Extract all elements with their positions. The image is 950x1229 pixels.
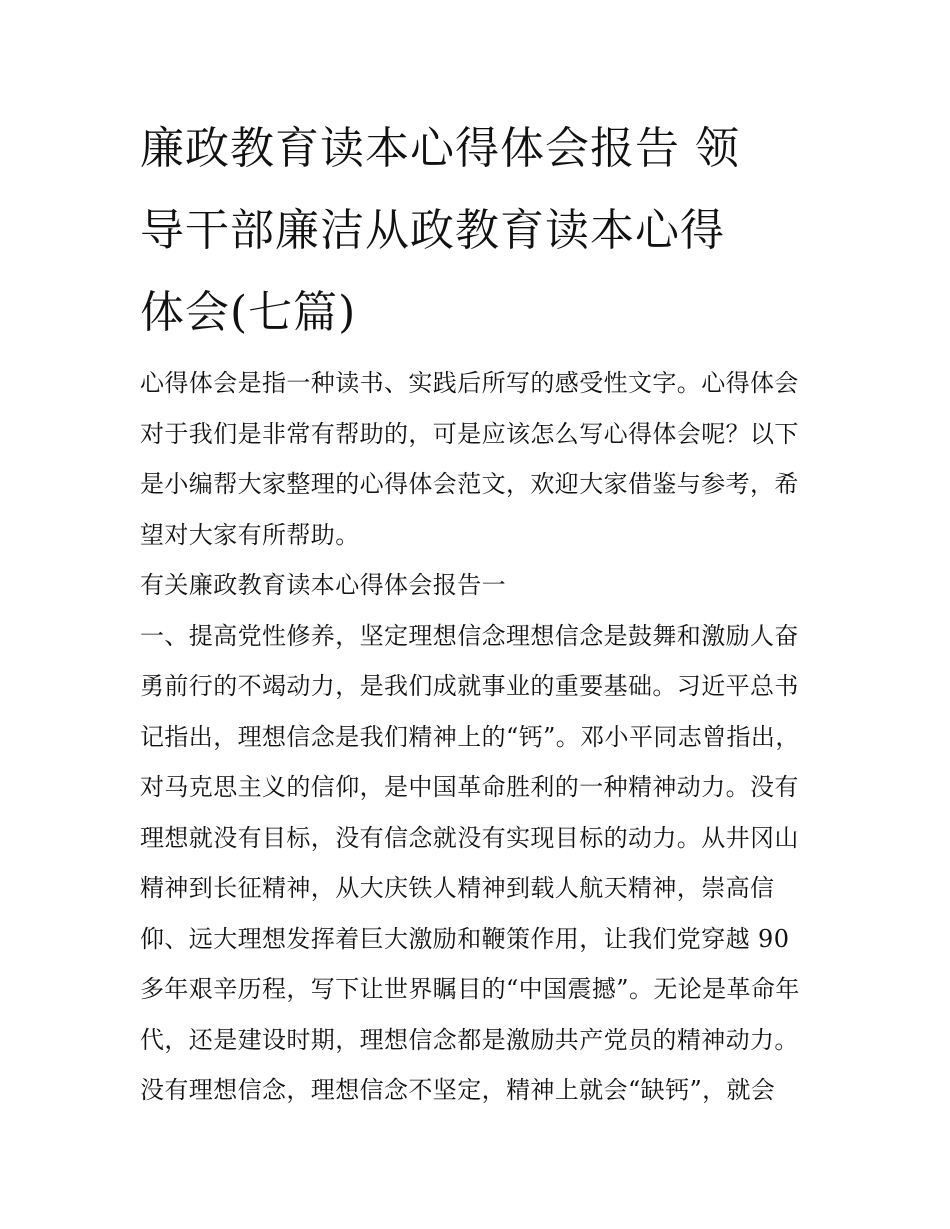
section-line: 多年艰辛历程，写下让世界瞩目的“中国震撼”。无论是革命年 bbox=[140, 975, 800, 1003]
document-title bbox=[140, 108, 812, 354]
section-line: 记指出，理想信念是我们精神上的“钙”。邓小平同志曾指出， bbox=[140, 722, 800, 751]
title-line: 体会(七篇) bbox=[140, 287, 357, 338]
document-body bbox=[140, 358, 812, 1116]
intro-line: 望对大家有所帮助。 bbox=[140, 520, 360, 549]
section-line: 没有理想信念，理想信念不坚定，精神上就会“缺钙”，就会 bbox=[140, 1076, 776, 1104]
section-line: 精神到长征精神，从大庆铁人精神到载人航天精神，崇高信 bbox=[140, 874, 775, 902]
intro-line: 对于我们是非常有帮助的，可是应该怎么写心得体会呢？以下 bbox=[140, 419, 799, 448]
intro-line: 是小编帮大家整理的心得体会范文，欢迎大家借鉴与参考，希 bbox=[140, 470, 799, 498]
section-line: 对马克思主义的信仰，是中国革命胜利的一种精神动力。没有 bbox=[140, 773, 799, 801]
section-line: 仰、远大理想发挥着巨大激励和鞭策作用，让我们党穿越 90 bbox=[140, 924, 790, 953]
section-line: 理想就没有目标，没有信念就没有实现目标的动力。从井冈山 bbox=[140, 823, 799, 852]
intro-line: 心得体会是指一种读书、实践后所写的感受性文字。心得体会 bbox=[140, 369, 799, 397]
title-line: 导干部廉洁从政教育读本心得 bbox=[140, 205, 725, 256]
section-line: 勇前行的不竭动力，是我们成就事业的重要基础。习近平总书 bbox=[140, 672, 799, 700]
document-page bbox=[140, 108, 812, 1116]
section-heading: 有关廉政教育读本心得体会报告一 bbox=[140, 571, 506, 599]
title-line: 廉政教育读本心得体会报告 领 bbox=[140, 123, 740, 174]
section-line: 一、提高党性修养，坚定理想信念理想信念是鼓舞和激励人奋 bbox=[140, 621, 799, 650]
section-line: 代，还是建设时期，理想信念都是激励共产党员的精神动力。 bbox=[140, 1025, 799, 1054]
